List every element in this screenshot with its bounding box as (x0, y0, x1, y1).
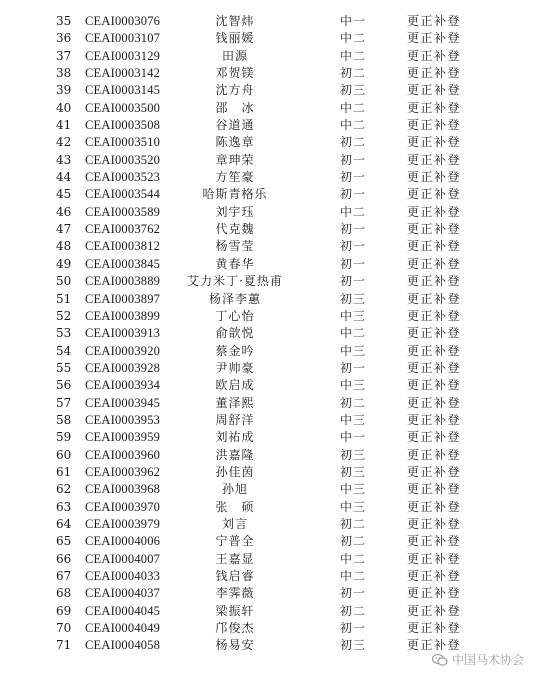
status-note: 更正补登 (407, 499, 462, 514)
member-id: CEAI0003589 (85, 204, 161, 219)
member-id: CEAI0003920 (85, 343, 161, 358)
table-row (0, 377, 550, 394)
member-name: 代克魏 (215, 222, 255, 237)
table-row (0, 343, 550, 360)
status-note: 更正补登 (407, 378, 462, 393)
grade-level: 中二 (340, 118, 367, 133)
grade-level: 中二 (340, 31, 367, 46)
row-number: 65 (56, 534, 72, 549)
table-row (0, 221, 550, 238)
row-number: 59 (56, 430, 72, 445)
status-note: 更正补登 (407, 152, 462, 167)
member-name: 沈智炜 (215, 14, 255, 28)
row-number: 70 (56, 621, 72, 636)
grade-level: 中三 (340, 343, 367, 358)
status-note: 更正补登 (407, 603, 462, 618)
row-number: 68 (56, 586, 72, 601)
grade-level: 中二 (340, 204, 367, 219)
row-number: 35 (56, 14, 72, 28)
member-name: 钱启睿 (215, 569, 255, 583)
member-name: 杨雪莹 (215, 239, 255, 254)
member-id: CEAI0003899 (85, 308, 161, 323)
member-name: 谷道通 (215, 118, 255, 133)
status-note: 更正补登 (407, 66, 462, 81)
member-id: CEAI0004058 (85, 638, 161, 653)
grade-level: 中二 (340, 569, 367, 583)
member-name: 欧启成 (215, 378, 255, 393)
member-name: 陈逸章 (215, 135, 255, 150)
member-name: 尹帅豪 (215, 360, 255, 375)
watermark (432, 651, 524, 668)
status-note: 更正补登 (407, 204, 462, 219)
member-name: 钱丽媛 (215, 31, 255, 46)
grade-level: 初三 (340, 83, 367, 98)
member-id: CEAI0003142 (85, 66, 161, 81)
table-row (0, 360, 550, 377)
member-name: 邵 冰 (215, 100, 255, 115)
status-note: 更正补登 (407, 638, 462, 653)
row-number: 45 (56, 187, 72, 202)
member-id: CEAI0003953 (85, 412, 161, 427)
member-name: 宁普全 (215, 534, 255, 549)
row-number: 54 (56, 343, 72, 358)
table-row (0, 82, 550, 99)
member-id: CEAI0003510 (85, 135, 161, 150)
member-id: CEAI0003129 (85, 48, 161, 63)
status-note: 更正补登 (407, 534, 462, 549)
row-number: 43 (56, 152, 72, 167)
status-note: 更正补登 (407, 569, 462, 583)
row-number: 42 (56, 135, 72, 150)
table-row (0, 117, 550, 134)
status-note: 更正补登 (407, 222, 462, 237)
member-name: 邓贺镁 (215, 66, 255, 81)
grade-level: 初三 (340, 464, 367, 479)
member-name: 杨泽李蕙 (208, 291, 261, 306)
row-number: 63 (56, 499, 72, 514)
row-number: 71 (56, 638, 72, 653)
table-row (0, 152, 550, 169)
table-row (0, 100, 550, 117)
table-row (0, 551, 550, 568)
grade-level: 中二 (340, 551, 367, 566)
grade-level: 初二 (340, 66, 367, 81)
table-row (0, 65, 550, 82)
member-name: 洪嘉隆 (215, 447, 255, 462)
grade-level: 中三 (340, 308, 367, 323)
row-number: 41 (56, 118, 72, 133)
grade-level: 中三 (340, 482, 367, 497)
table-row (0, 291, 550, 308)
status-note: 更正补登 (407, 326, 462, 341)
status-note: 更正补登 (407, 482, 462, 497)
member-id: CEAI0004006 (85, 534, 161, 549)
member-id: CEAI0004049 (85, 621, 161, 636)
grade-level: 初一 (340, 256, 367, 271)
row-number: 69 (56, 603, 72, 618)
member-name: 张 硕 (215, 499, 255, 514)
member-name: 王嘉显 (215, 551, 255, 566)
member-id: CEAI0003968 (85, 482, 161, 497)
member-id: CEAI0004033 (85, 569, 161, 583)
table-row (0, 186, 550, 203)
member-name: 田源 (221, 48, 248, 63)
member-id: CEAI0003762 (85, 222, 161, 237)
member-id: CEAI0003544 (85, 187, 161, 202)
grade-level: 中二 (340, 100, 367, 115)
grade-level: 初三 (340, 638, 367, 653)
grade-level: 初一 (340, 360, 367, 375)
member-name: 哈斯青格乐 (202, 187, 268, 202)
status-note: 更正补登 (407, 239, 462, 254)
status-note: 更正补登 (407, 621, 462, 636)
table-row (0, 169, 550, 186)
table-row (0, 620, 550, 637)
table-row (0, 48, 550, 65)
grade-level: 中三 (340, 412, 367, 427)
member-name: 邝俊杰 (215, 621, 255, 636)
status-note: 更正补登 (407, 343, 462, 358)
table-row (0, 603, 550, 620)
status-note: 更正补登 (407, 464, 462, 479)
member-id: CEAI0003897 (85, 291, 161, 306)
table-row (0, 447, 550, 464)
grade-level: 中二 (340, 326, 367, 341)
grade-level: 中一 (340, 14, 367, 28)
member-name: 蔡金吟 (215, 343, 255, 358)
member-id: CEAI0003508 (85, 118, 161, 133)
table-row (0, 238, 550, 255)
grade-level: 初一 (340, 222, 367, 237)
member-id: CEAI0003076 (85, 14, 161, 28)
row-number: 49 (56, 256, 72, 271)
member-id: CEAI0003960 (85, 447, 161, 462)
member-id: CEAI0003523 (85, 170, 161, 185)
row-number: 64 (56, 516, 72, 531)
table-row (0, 256, 550, 273)
status-note: 更正补登 (407, 291, 462, 306)
row-number: 67 (56, 569, 72, 583)
status-note: 更正补登 (407, 31, 462, 46)
grade-level: 中三 (340, 378, 367, 393)
table-row (0, 533, 550, 550)
member-name: 孙佳茵 (215, 464, 255, 479)
member-id: CEAI0003913 (85, 326, 161, 341)
status-note: 更正补登 (407, 447, 462, 462)
member-id: CEAI0003107 (85, 31, 161, 46)
member-name: 方笙豪 (215, 170, 255, 185)
row-number: 40 (56, 100, 72, 115)
row-number: 50 (56, 274, 72, 289)
grade-level: 初一 (340, 170, 367, 185)
status-note: 更正补登 (407, 516, 462, 531)
row-number: 66 (56, 551, 72, 566)
grade-level: 初二 (340, 135, 367, 150)
row-number: 47 (56, 222, 72, 237)
status-note: 更正补登 (407, 586, 462, 601)
grade-level: 初二 (340, 516, 367, 531)
table-row (0, 568, 550, 585)
table-row (0, 134, 550, 151)
member-name: 刘宇珏 (215, 204, 255, 219)
member-id: CEAI0004045 (85, 603, 161, 618)
row-number: 37 (56, 48, 72, 63)
member-name: 董泽熙 (215, 395, 255, 410)
member-id: CEAI0003812 (85, 239, 161, 254)
member-id: CEAI0004037 (85, 586, 161, 601)
status-note: 更正补登 (407, 274, 462, 289)
row-number: 48 (56, 239, 72, 254)
table-row (0, 412, 550, 429)
row-number: 36 (56, 31, 72, 46)
table-row (0, 464, 550, 481)
member-name: 章珅荣 (215, 152, 255, 167)
grade-level: 初三 (340, 447, 367, 462)
row-number: 52 (56, 308, 72, 323)
status-note: 更正补登 (407, 135, 462, 150)
member-id: CEAI0003979 (85, 516, 161, 531)
table-row (0, 499, 550, 516)
member-id: CEAI0003928 (85, 360, 161, 375)
registration-table (0, 13, 550, 655)
status-note: 更正补登 (407, 551, 462, 566)
grade-level: 初二 (340, 395, 367, 410)
member-id: CEAI0003934 (85, 378, 161, 393)
member-id: CEAI0003962 (85, 464, 161, 479)
row-number: 60 (56, 447, 72, 462)
row-number: 61 (56, 464, 72, 479)
member-name: 李霁薇 (215, 586, 255, 601)
status-note: 更正补登 (407, 14, 462, 28)
row-number: 39 (56, 83, 72, 98)
row-number: 56 (56, 378, 72, 393)
grade-level: 初二 (340, 603, 367, 618)
grade-level: 初一 (340, 586, 367, 601)
grade-level: 初一 (340, 187, 367, 202)
wechat-icon (432, 653, 448, 667)
status-note: 更正补登 (407, 83, 462, 98)
table-row (0, 429, 550, 446)
member-name: 沈方舟 (215, 83, 255, 98)
member-name: 刘言 (221, 516, 248, 531)
member-id: CEAI0003959 (85, 430, 161, 445)
grade-level: 初三 (340, 291, 367, 306)
row-number: 57 (56, 395, 72, 410)
status-note: 更正补登 (407, 100, 462, 115)
member-name: 周舒洋 (215, 412, 255, 427)
status-note: 更正补登 (407, 170, 462, 185)
member-name: 刘祐成 (215, 430, 255, 445)
member-name: 丁心怡 (215, 308, 255, 323)
member-id: CEAI0003889 (85, 274, 161, 289)
row-number: 55 (56, 360, 72, 375)
member-id: CEAI0003970 (85, 499, 161, 514)
table-row (0, 516, 550, 533)
row-number: 53 (56, 326, 72, 341)
table-row (0, 13, 550, 30)
grade-level: 中一 (340, 430, 367, 445)
status-note: 更正补登 (407, 256, 462, 271)
row-number: 46 (56, 204, 72, 219)
table-row (0, 273, 550, 290)
member-id: CEAI0003845 (85, 256, 161, 271)
table-row (0, 585, 550, 602)
status-note: 更正补登 (407, 48, 462, 63)
status-note: 更正补登 (407, 308, 462, 323)
table-row (0, 308, 550, 325)
status-note: 更正补登 (407, 360, 462, 375)
member-id: CEAI0003945 (85, 395, 161, 410)
status-note: 更正补登 (407, 412, 462, 427)
status-note: 更正补登 (407, 187, 462, 202)
watermark-text: 中国马术协会 (452, 653, 525, 667)
row-number: 58 (56, 412, 72, 427)
member-name: 孙旭 (221, 482, 248, 497)
member-name: 俞歆悦 (215, 326, 255, 341)
grade-level: 初一 (340, 152, 367, 167)
member-id: CEAI0004007 (85, 551, 161, 566)
member-name: 黄春华 (215, 256, 255, 271)
grade-level: 中二 (340, 48, 367, 63)
row-number: 51 (56, 291, 72, 306)
member-name: 杨易安 (215, 638, 255, 653)
member-id: CEAI0003520 (85, 152, 161, 167)
grade-level: 中三 (340, 499, 367, 514)
table-row (0, 325, 550, 342)
table-row (0, 481, 550, 498)
status-note: 更正补登 (407, 118, 462, 133)
member-name: 艾力米丁·夏热甫 (187, 274, 283, 289)
table-row (0, 395, 550, 412)
grade-level: 初一 (340, 239, 367, 254)
row-number: 44 (56, 170, 72, 185)
row-number: 38 (56, 66, 72, 81)
table-row (0, 30, 550, 47)
status-note: 更正补登 (407, 395, 462, 410)
member-name: 梁振轩 (215, 603, 255, 618)
member-id: CEAI0003145 (85, 83, 161, 98)
grade-level: 初二 (340, 534, 367, 549)
status-note: 更正补登 (407, 430, 462, 445)
table-row (0, 204, 550, 221)
member-id: CEAI0003500 (85, 100, 161, 115)
grade-level: 初一 (340, 621, 367, 636)
grade-level: 初一 (340, 274, 367, 289)
row-number: 62 (56, 482, 72, 497)
